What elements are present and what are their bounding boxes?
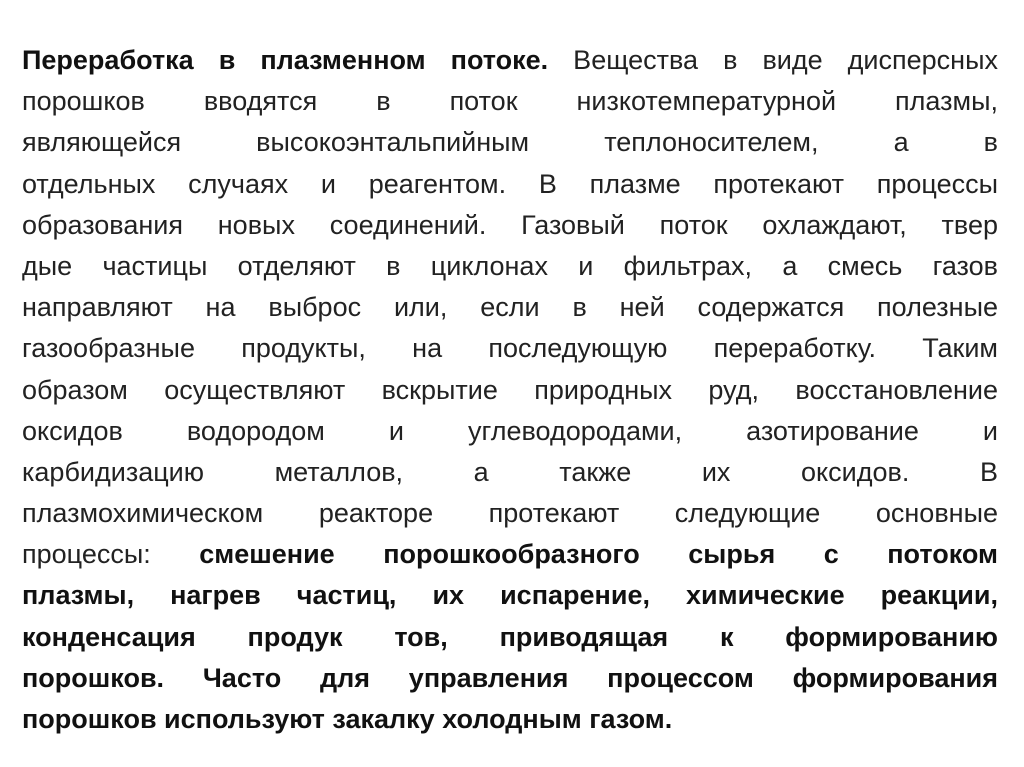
text-segment: направляют на выброс или, если в ней содержатся полезные [22, 292, 998, 323]
paragraph-line [22, 40, 998, 81]
paragraph-line [22, 122, 998, 163]
text-segment: отдельных случаях и реагентом. В плазме протекают процессы [22, 168, 998, 199]
paragraph-line [22, 534, 998, 575]
text-segment: карбидизацию металлов, а также их оксидов. В [22, 456, 998, 487]
text-segment: оксидов водородом и углеводородами, азотирование и [22, 415, 998, 446]
text-segment: порошков вводятся в поток низкотемпературной плазмы, [22, 86, 998, 117]
text-segment: образования новых соединений. Газовый поток охлаждают, твер [22, 209, 998, 240]
text-segment: Вещества в виде дисперсных [548, 45, 998, 75]
paragraph-line [22, 370, 998, 411]
paragraph-line [22, 658, 998, 699]
bold-text-segment: плазмы, нагрев частиц, их испарение, химические реакции, [22, 580, 998, 611]
text-segment: газообразные продукты, на последующую переработку. Таким [22, 333, 998, 364]
paragraph-line [22, 246, 998, 287]
paragraph-line [22, 575, 998, 616]
main-paragraph [22, 40, 998, 740]
text-segment: являющейся высокоэнтальпийным теплоносителем, а в [22, 127, 998, 158]
paragraph-line [22, 411, 998, 452]
paragraph-line [22, 452, 998, 493]
bold-text-segment: порошков используют закалку холодным газом. [22, 704, 673, 734]
paragraph-line [22, 205, 998, 246]
paragraph-line [22, 617, 998, 658]
slide-body [22, 40, 998, 740]
paragraph-line [22, 81, 998, 122]
bold-text-segment: смешение порошкообразного сырья с потоком [199, 539, 998, 570]
text-segment: плазмохимическом реакторе протекают следующие основные [22, 498, 998, 529]
text-segment: образом осуществляют вскрытие природных руд, восстановление [22, 374, 998, 405]
paragraph-line [22, 287, 998, 328]
bold-text-segment: Переработка в плазменном потоке. [22, 45, 549, 75]
text-segment: дые частицы отделяют в циклонах и фильтрах, а смесь газов [22, 250, 998, 281]
bold-text-segment: конденсация продук тов, приводящая к формированию [22, 621, 998, 652]
paragraph-line [22, 164, 998, 205]
paragraph-line [22, 493, 998, 534]
text-segment: процессы: [22, 539, 200, 570]
bold-text-segment: порошков. Часто для управления процессом формирования [22, 662, 998, 693]
paragraph-line [22, 328, 998, 369]
paragraph-line [22, 699, 998, 740]
